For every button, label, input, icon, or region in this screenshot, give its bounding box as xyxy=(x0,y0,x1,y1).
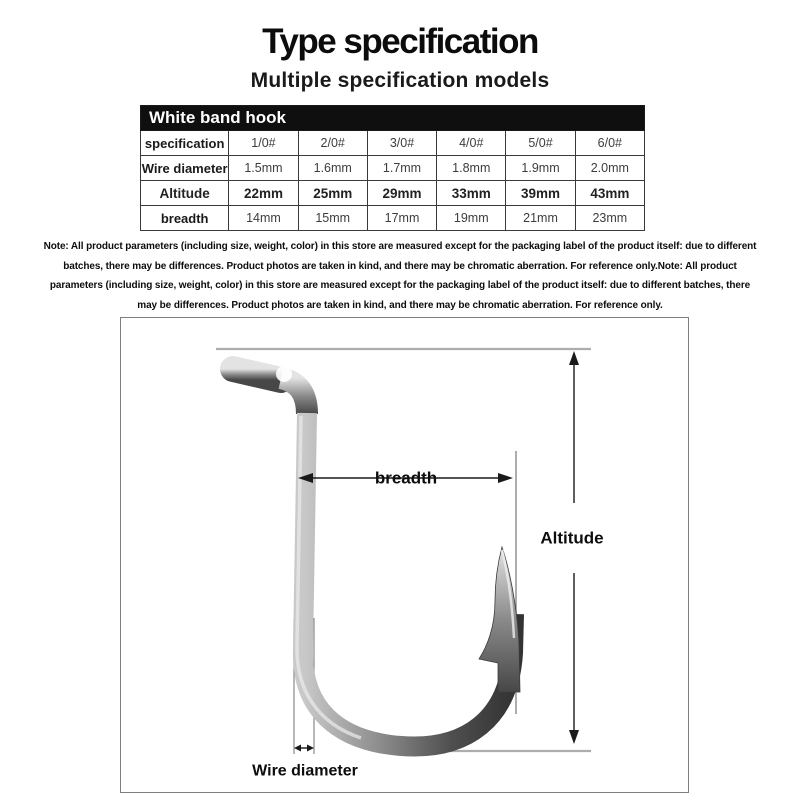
disclaimer-note: Note: All product parameters (including size, weight, color) in this store are measured except for the packaging label of the product itself: due to different batches, there may be differences. Product photos are taken in kind, and there may be chromatic aberration. For reference only.Note: All product parameters (including size, weight, color) in this store are measured except for the packaging label of the product itself: due to different batches, there may be differences. Product photos are taken in kind, and there may be chromatic aberration. For reference only. xyxy=(43,241,757,311)
table-row-breadth xyxy=(141,206,645,231)
hook-eye-highlight xyxy=(276,366,292,382)
breadth-dimension xyxy=(298,469,513,488)
table-title-row xyxy=(141,106,645,131)
table-cell: 21mm xyxy=(506,206,575,231)
table-cell: 17mm xyxy=(367,206,436,231)
hook-eye xyxy=(233,369,281,380)
table-cell: 25mm xyxy=(298,181,367,206)
table-title: White band hook xyxy=(141,106,645,131)
table-cell: 1.9mm xyxy=(506,156,575,181)
row-label: breadth xyxy=(141,206,229,231)
table-cell: 39mm xyxy=(506,181,575,206)
hook-shank-and-bend xyxy=(303,413,514,746)
row-label: Altitude xyxy=(141,181,229,206)
table-cell: 1/0# xyxy=(229,131,298,156)
hook-illustration xyxy=(233,366,520,746)
breadth-arrow-right xyxy=(498,473,513,483)
table-cell: 43mm xyxy=(575,181,644,206)
altitude-arrow-up xyxy=(569,351,579,365)
breadth-label: breadth xyxy=(374,468,438,488)
table-cell: 1.6mm xyxy=(298,156,367,181)
table-cell: 1.8mm xyxy=(437,156,506,181)
wire-diameter-dimension xyxy=(252,745,358,780)
table-row-altitude xyxy=(141,181,645,206)
table-row-wire-diameter xyxy=(141,156,645,181)
altitude-label: Altitude xyxy=(540,528,604,548)
page-title: Type specification xyxy=(262,22,538,61)
hook-diagram-svg xyxy=(121,318,688,792)
altitude-dimension xyxy=(540,351,603,744)
wire-diameter-label: Wire diameter xyxy=(252,762,358,780)
hook-diagram xyxy=(120,317,689,793)
table-cell: 2.0mm xyxy=(575,156,644,181)
spec-table xyxy=(140,105,645,231)
table-row-specification xyxy=(141,131,645,156)
table-cell: 15mm xyxy=(298,206,367,231)
altitude-arrow-down xyxy=(569,730,579,744)
row-label: Wire diameter xyxy=(141,156,229,181)
hook-eye-bend xyxy=(281,378,307,414)
table-cell: 1.7mm xyxy=(367,156,436,181)
table-cell: 33mm xyxy=(437,181,506,206)
page-subtitle: Multiple specification models xyxy=(250,69,550,92)
table-cell: 6/0# xyxy=(575,131,644,156)
table-cell: 29mm xyxy=(367,181,436,206)
table-cell: 14mm xyxy=(229,206,298,231)
wire-diameter-arrow-right xyxy=(307,745,314,752)
table-cell: 5/0# xyxy=(506,131,575,156)
table-cell: 19mm xyxy=(437,206,506,231)
row-label: specification xyxy=(141,131,229,156)
table-cell: 1.5mm xyxy=(229,156,298,181)
table-cell: 2/0# xyxy=(298,131,367,156)
table-cell: 22mm xyxy=(229,181,298,206)
wire-diameter-arrow-left xyxy=(294,745,301,752)
table-cell: 3/0# xyxy=(367,131,436,156)
table-cell: 23mm xyxy=(575,206,644,231)
table-cell: 4/0# xyxy=(437,131,506,156)
